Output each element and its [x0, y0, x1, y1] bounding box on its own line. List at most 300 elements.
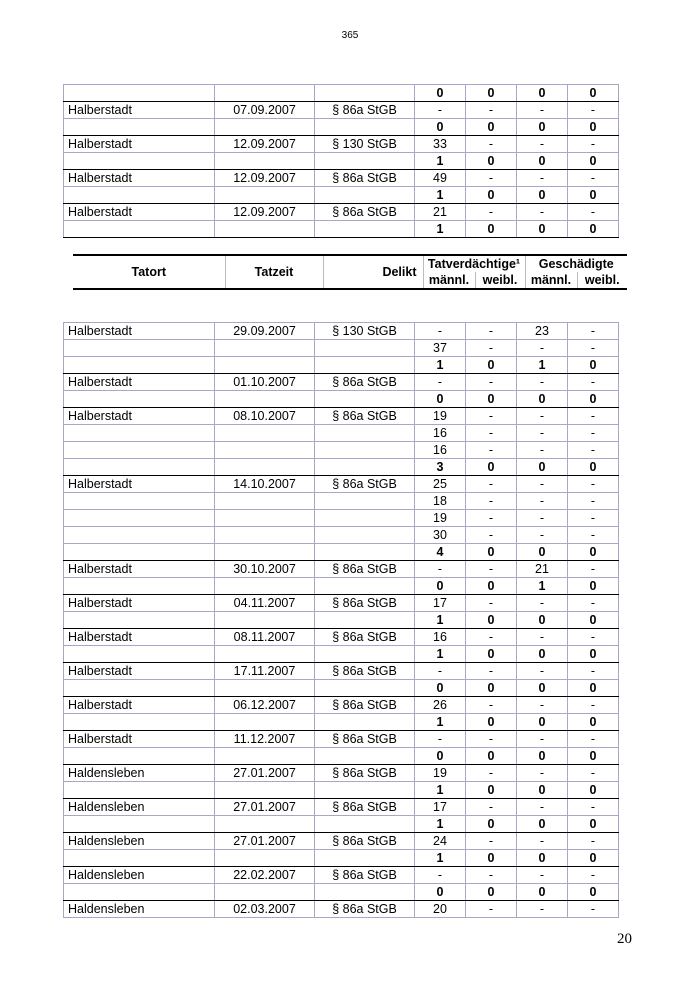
cell-tatzeit: 08.10.2007	[215, 408, 315, 425]
cell-tatort: Halberstadt	[64, 561, 215, 578]
cell-tatort	[64, 221, 215, 238]
cell-g-weibl: 0	[568, 459, 619, 476]
cell-g-maennl: -	[517, 136, 568, 153]
cell-tv-weibl: 0	[466, 153, 517, 170]
cell-delikt	[315, 714, 415, 731]
cell-delikt	[315, 544, 415, 561]
cell-tv-maennl: 1	[415, 221, 466, 238]
cell-tatzeit	[215, 119, 315, 136]
cell-g-weibl: 0	[568, 782, 619, 799]
cell-g-weibl: 0	[568, 748, 619, 765]
cell-delikt	[315, 884, 415, 901]
cell-tv-maennl: 16	[415, 629, 466, 646]
cell-tatort	[64, 119, 215, 136]
cell-tv-maennl: 16	[415, 442, 466, 459]
cell-tv-maennl: 3	[415, 459, 466, 476]
cell-g-maennl: 21	[517, 561, 568, 578]
cell-tatort	[64, 85, 215, 102]
cell-tv-weibl: -	[466, 510, 517, 527]
cell-tatort	[64, 153, 215, 170]
cell-g-weibl: 0	[568, 884, 619, 901]
cell-g-weibl: -	[568, 561, 619, 578]
cell-g-maennl: 0	[517, 612, 568, 629]
cell-delikt: § 86a StGB	[315, 697, 415, 714]
cell-tatort: Haldensleben	[64, 901, 215, 918]
table-sum-row	[64, 680, 619, 697]
cell-tv-weibl: -	[466, 425, 517, 442]
cell-tatort	[64, 340, 215, 357]
cell-tv-maennl: -	[415, 561, 466, 578]
cell-tatort: Halberstadt	[64, 476, 215, 493]
cell-tv-maennl: 17	[415, 595, 466, 612]
table-sum-row	[64, 748, 619, 765]
cell-tatzeit	[215, 459, 315, 476]
cell-delikt: § 86a StGB	[315, 102, 415, 119]
cell-tatzeit	[215, 527, 315, 544]
cell-delikt: § 86a StGB	[315, 731, 415, 748]
table-row	[64, 102, 619, 119]
cell-tatort: Halberstadt	[64, 323, 215, 340]
cell-tv-weibl: -	[466, 374, 517, 391]
cell-tv-weibl: 0	[466, 850, 517, 867]
cell-tatzeit: 12.09.2007	[215, 136, 315, 153]
cell-tv-weibl: 0	[466, 748, 517, 765]
cell-tatort	[64, 391, 215, 408]
table-row	[64, 527, 619, 544]
cell-delikt: § 86a StGB	[315, 595, 415, 612]
table-sum-row	[64, 544, 619, 561]
cell-tv-weibl: 0	[466, 391, 517, 408]
cell-tv-weibl: -	[466, 799, 517, 816]
cell-g-weibl: -	[568, 442, 619, 459]
cell-tv-maennl: 1	[415, 612, 466, 629]
cell-g-weibl: 0	[568, 544, 619, 561]
cell-g-weibl: 0	[568, 612, 619, 629]
cell-tatort	[64, 884, 215, 901]
table-row	[64, 765, 619, 782]
cell-tv-maennl: 30	[415, 527, 466, 544]
cell-tv-maennl: 16	[415, 425, 466, 442]
cell-tatort: Haldensleben	[64, 765, 215, 782]
cell-tv-weibl: 0	[466, 646, 517, 663]
cell-tv-weibl: -	[466, 102, 517, 119]
table-sum-row	[64, 884, 619, 901]
cell-tatzeit: 02.03.2007	[215, 901, 315, 918]
cell-delikt	[315, 153, 415, 170]
cell-tv-maennl: 19	[415, 510, 466, 527]
table-row	[64, 629, 619, 646]
cell-tatzeit: 17.11.2007	[215, 663, 315, 680]
table-row	[64, 561, 619, 578]
cell-delikt	[315, 680, 415, 697]
header-delikt: Delikt	[323, 255, 423, 289]
cell-tatort	[64, 680, 215, 697]
cell-g-maennl: 0	[517, 85, 568, 102]
cell-tatzeit	[215, 391, 315, 408]
cell-g-weibl: 0	[568, 578, 619, 595]
table-row	[64, 867, 619, 884]
cell-g-weibl: -	[568, 527, 619, 544]
table-row	[64, 493, 619, 510]
cell-tv-maennl: -	[415, 102, 466, 119]
cell-tatort	[64, 782, 215, 799]
cell-g-maennl: 1	[517, 578, 568, 595]
table-sum-row	[64, 153, 619, 170]
header-maennl-tv: männl.	[423, 272, 475, 289]
cell-tatort: Halberstadt	[64, 170, 215, 187]
cell-g-weibl: 0	[568, 680, 619, 697]
cell-delikt: § 86a StGB	[315, 170, 415, 187]
cell-delikt: § 86a StGB	[315, 476, 415, 493]
cell-tv-maennl: 1	[415, 714, 466, 731]
cell-delikt: § 86a StGB	[315, 833, 415, 850]
record-table-main	[63, 322, 619, 918]
cell-delikt	[315, 493, 415, 510]
table-row	[64, 170, 619, 187]
cell-tatort: Halberstadt	[64, 408, 215, 425]
cell-tatzeit	[215, 221, 315, 238]
cell-tatzeit	[215, 646, 315, 663]
cell-delikt: § 130 StGB	[315, 136, 415, 153]
table-sum-row	[64, 459, 619, 476]
cell-tatzeit: 06.12.2007	[215, 697, 315, 714]
cell-g-weibl: 0	[568, 221, 619, 238]
cell-g-maennl: 0	[517, 714, 568, 731]
cell-tatort	[64, 612, 215, 629]
cell-tv-weibl: -	[466, 765, 517, 782]
cell-g-maennl: 0	[517, 187, 568, 204]
cell-g-weibl: 0	[568, 850, 619, 867]
record-table-top	[63, 84, 619, 238]
footer-page-number: 20	[617, 931, 632, 947]
cell-tatort	[64, 578, 215, 595]
cell-delikt	[315, 816, 415, 833]
cell-tatort: Halberstadt	[64, 204, 215, 221]
cell-tatzeit: 11.12.2007	[215, 731, 315, 748]
cell-tv-weibl: -	[466, 527, 517, 544]
cell-g-maennl: 1	[517, 357, 568, 374]
cell-g-weibl: -	[568, 476, 619, 493]
cell-tatort	[64, 425, 215, 442]
cell-tv-weibl: -	[466, 493, 517, 510]
table-sum-row	[64, 119, 619, 136]
cell-delikt: § 86a StGB	[315, 901, 415, 918]
cell-g-weibl: 0	[568, 816, 619, 833]
cell-delikt: § 86a StGB	[315, 629, 415, 646]
cell-tv-maennl: 18	[415, 493, 466, 510]
cell-g-maennl: -	[517, 833, 568, 850]
cell-g-maennl: 0	[517, 153, 568, 170]
cell-tatzeit	[215, 510, 315, 527]
cell-delikt	[315, 425, 415, 442]
cell-tatort	[64, 527, 215, 544]
cell-g-maennl: -	[517, 799, 568, 816]
cell-delikt	[315, 612, 415, 629]
cell-tv-weibl: 0	[466, 187, 517, 204]
header-tatzeit: Tatzeit	[225, 255, 323, 289]
cell-tv-weibl: -	[466, 204, 517, 221]
cell-tatzeit	[215, 578, 315, 595]
cell-tv-maennl: 1	[415, 850, 466, 867]
table-row	[64, 204, 619, 221]
cell-g-weibl: -	[568, 629, 619, 646]
cell-tv-weibl: -	[466, 442, 517, 459]
cell-tv-maennl: 0	[415, 85, 466, 102]
cell-tatzeit	[215, 850, 315, 867]
cell-g-weibl: 0	[568, 85, 619, 102]
cell-tv-maennl: 37	[415, 340, 466, 357]
header-tatverdaechtige: Tatverdächtige¹	[423, 255, 525, 272]
cell-tatort	[64, 816, 215, 833]
cell-tatort: Haldensleben	[64, 799, 215, 816]
cell-tv-weibl: -	[466, 697, 517, 714]
cell-delikt: § 130 StGB	[315, 323, 415, 340]
table-row	[64, 425, 619, 442]
table-row	[64, 476, 619, 493]
cell-tv-weibl: -	[466, 629, 517, 646]
cell-tatzeit	[215, 612, 315, 629]
cell-tatort	[64, 850, 215, 867]
cell-tatzeit	[215, 340, 315, 357]
cell-g-maennl: -	[517, 527, 568, 544]
cell-delikt	[315, 221, 415, 238]
cell-tv-maennl: 0	[415, 578, 466, 595]
cell-tatzeit	[215, 544, 315, 561]
cell-g-maennl: -	[517, 425, 568, 442]
cell-tatzeit	[215, 357, 315, 374]
cell-g-weibl: 0	[568, 714, 619, 731]
cell-tv-maennl: 0	[415, 680, 466, 697]
cell-delikt	[315, 442, 415, 459]
cell-tatort: Halberstadt	[64, 697, 215, 714]
table-row	[64, 833, 619, 850]
cell-tv-weibl: -	[466, 867, 517, 884]
cell-delikt: § 86a StGB	[315, 561, 415, 578]
cell-tatort: Halberstadt	[64, 629, 215, 646]
cell-tatort: Halberstadt	[64, 102, 215, 119]
table-row	[64, 340, 619, 357]
cell-g-maennl: -	[517, 629, 568, 646]
cell-tv-weibl: 0	[466, 612, 517, 629]
cell-delikt	[315, 391, 415, 408]
cell-tatort	[64, 493, 215, 510]
cell-tv-weibl: 0	[466, 782, 517, 799]
cell-tatort	[64, 357, 215, 374]
cell-tatort	[64, 459, 215, 476]
cell-tv-maennl: 1	[415, 816, 466, 833]
cell-tv-maennl: 26	[415, 697, 466, 714]
cell-g-maennl: -	[517, 340, 568, 357]
cell-tv-maennl: -	[415, 663, 466, 680]
cell-g-maennl: -	[517, 765, 568, 782]
table-sum-row	[64, 714, 619, 731]
cell-g-weibl: 0	[568, 391, 619, 408]
cell-g-maennl: 0	[517, 850, 568, 867]
cell-tv-weibl: 0	[466, 884, 517, 901]
cell-tv-weibl: -	[466, 901, 517, 918]
cell-tv-maennl: 4	[415, 544, 466, 561]
cell-tatzeit	[215, 425, 315, 442]
cell-tatzeit: 12.09.2007	[215, 204, 315, 221]
cell-tv-maennl: 1	[415, 646, 466, 663]
cell-g-maennl: -	[517, 697, 568, 714]
cell-g-weibl: -	[568, 697, 619, 714]
cell-delikt	[315, 85, 415, 102]
cell-tv-weibl: -	[466, 408, 517, 425]
cell-delikt	[315, 646, 415, 663]
cell-tatort: Halberstadt	[64, 595, 215, 612]
cell-tv-weibl: 0	[466, 85, 517, 102]
cell-tatort: Halberstadt	[64, 663, 215, 680]
table-sum-row	[64, 578, 619, 595]
cell-tatzeit	[215, 153, 315, 170]
table-sum-row	[64, 357, 619, 374]
cell-tv-weibl: -	[466, 833, 517, 850]
cell-g-weibl: -	[568, 833, 619, 850]
cell-g-weibl: -	[568, 204, 619, 221]
cell-g-maennl: 0	[517, 680, 568, 697]
cell-g-maennl: -	[517, 731, 568, 748]
cell-tv-maennl: -	[415, 323, 466, 340]
cell-tatzeit: 01.10.2007	[215, 374, 315, 391]
cell-g-maennl: -	[517, 442, 568, 459]
cell-tv-maennl: 1	[415, 782, 466, 799]
cell-g-maennl: 0	[517, 459, 568, 476]
cell-g-maennl: 0	[517, 816, 568, 833]
cell-tv-weibl: 0	[466, 357, 517, 374]
cell-tatzeit	[215, 85, 315, 102]
cell-tv-weibl: 0	[466, 119, 517, 136]
cell-tatzeit	[215, 748, 315, 765]
table-row	[64, 442, 619, 459]
cell-g-weibl: -	[568, 136, 619, 153]
cell-tatzeit	[215, 442, 315, 459]
cell-delikt: § 86a StGB	[315, 408, 415, 425]
cell-g-weibl: 0	[568, 119, 619, 136]
cell-delikt	[315, 782, 415, 799]
cell-tatzeit: 14.10.2007	[215, 476, 315, 493]
cell-tv-maennl: 0	[415, 884, 466, 901]
cell-g-weibl: -	[568, 867, 619, 884]
cell-tatort	[64, 544, 215, 561]
table-row	[64, 799, 619, 816]
cell-tatzeit: 04.11.2007	[215, 595, 315, 612]
cell-delikt	[315, 459, 415, 476]
cell-g-weibl: -	[568, 374, 619, 391]
cell-g-maennl: 0	[517, 544, 568, 561]
cell-tatzeit	[215, 782, 315, 799]
cell-tv-weibl: 0	[466, 714, 517, 731]
cell-delikt: § 86a StGB	[315, 204, 415, 221]
cell-tatzeit: 22.02.2007	[215, 867, 315, 884]
cell-tv-maennl: -	[415, 867, 466, 884]
cell-g-weibl: -	[568, 765, 619, 782]
cell-tatzeit: 27.01.2007	[215, 799, 315, 816]
table-sum-row	[64, 85, 619, 102]
cell-tv-weibl: -	[466, 170, 517, 187]
cell-g-weibl: -	[568, 799, 619, 816]
table-sum-row	[64, 782, 619, 799]
cell-tatort	[64, 748, 215, 765]
cell-tv-weibl: 0	[466, 221, 517, 238]
cell-g-maennl: -	[517, 476, 568, 493]
column-header	[73, 254, 627, 290]
header-weibl-g: weibl.	[577, 272, 627, 289]
cell-delikt: § 86a StGB	[315, 663, 415, 680]
cell-delikt: § 86a StGB	[315, 765, 415, 782]
cell-g-maennl: 0	[517, 391, 568, 408]
cell-delikt	[315, 748, 415, 765]
cell-tatort	[64, 714, 215, 731]
cell-tatzeit: 29.09.2007	[215, 323, 315, 340]
table-row	[64, 731, 619, 748]
cell-g-weibl: -	[568, 731, 619, 748]
cell-g-weibl: 0	[568, 646, 619, 663]
header-geschaedigte: Geschädigte	[525, 255, 627, 272]
cell-tv-maennl: 49	[415, 170, 466, 187]
cell-g-maennl: -	[517, 901, 568, 918]
cell-tv-maennl: 0	[415, 119, 466, 136]
cell-g-weibl: -	[568, 102, 619, 119]
cell-tatzeit: 12.09.2007	[215, 170, 315, 187]
cell-g-maennl: 0	[517, 221, 568, 238]
cell-g-weibl: -	[568, 408, 619, 425]
cell-g-weibl: -	[568, 323, 619, 340]
cell-tatort: Haldensleben	[64, 833, 215, 850]
cell-g-maennl: 0	[517, 119, 568, 136]
cell-tv-maennl: -	[415, 731, 466, 748]
table-sum-row	[64, 646, 619, 663]
cell-delikt	[315, 187, 415, 204]
table-row	[64, 901, 619, 918]
table-sum-row	[64, 816, 619, 833]
cell-tatzeit	[215, 884, 315, 901]
cell-g-maennl: -	[517, 595, 568, 612]
cell-tatort	[64, 187, 215, 204]
cell-g-maennl: -	[517, 374, 568, 391]
table-sum-row	[64, 850, 619, 867]
cell-g-maennl: -	[517, 204, 568, 221]
table-row	[64, 323, 619, 340]
cell-g-weibl: 0	[568, 357, 619, 374]
header-tatort: Tatort	[131, 265, 166, 279]
cell-g-weibl: -	[568, 663, 619, 680]
cell-g-maennl: -	[517, 170, 568, 187]
cell-tv-weibl: -	[466, 136, 517, 153]
table-sum-row	[64, 612, 619, 629]
cell-tv-maennl: 20	[415, 901, 466, 918]
cell-g-maennl: 0	[517, 884, 568, 901]
cell-tatzeit	[215, 816, 315, 833]
cell-tatort: Haldensleben	[64, 867, 215, 884]
cell-tv-maennl: 1	[415, 357, 466, 374]
cell-delikt	[315, 340, 415, 357]
cell-g-maennl: -	[517, 663, 568, 680]
cell-g-maennl: 0	[517, 748, 568, 765]
cell-tv-maennl: 0	[415, 748, 466, 765]
table-sum-row	[64, 187, 619, 204]
cell-g-maennl: -	[517, 493, 568, 510]
header-weibl-tv: weibl.	[475, 272, 525, 289]
cell-tv-weibl: 0	[466, 459, 517, 476]
table-row	[64, 374, 619, 391]
cell-tv-maennl: 17	[415, 799, 466, 816]
table-sum-row	[64, 391, 619, 408]
table-row	[64, 697, 619, 714]
cell-tatzeit	[215, 680, 315, 697]
cell-tv-maennl: 1	[415, 187, 466, 204]
cell-tv-weibl: 0	[466, 578, 517, 595]
